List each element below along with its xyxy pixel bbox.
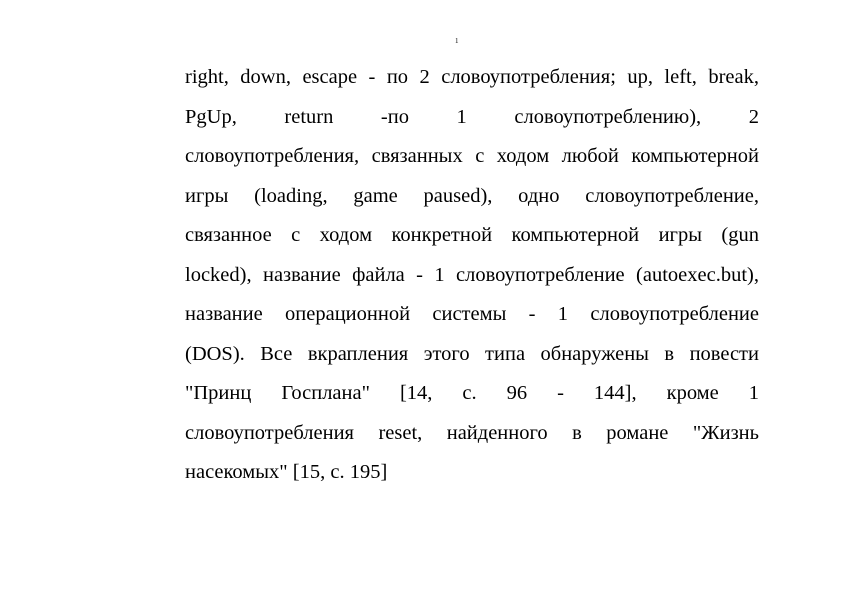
text-line-2: PgUp, return -по 1 словоупотреблению), 2	[185, 105, 759, 128]
text-line-4: игры (loading, game paused), одно словоупотребление,	[185, 184, 759, 207]
text-line-3: словоупотребления, связанных с ходом любой компьютерной	[185, 145, 759, 167]
text-line-6: locked), название файла - 1 словоупотребление (autoexec.but),	[185, 263, 759, 286]
body-text	[185, 61, 759, 496]
text-line-5: связанное с ходом конкретной компьютерной игры (gun	[185, 224, 759, 246]
text-line-9: "Принц Госплана" [14, с. 96 - 144], кроме 1	[185, 382, 759, 404]
text-line-8: (DOS). Все вкрапления этого типа обнаружены в повести	[185, 342, 759, 365]
page-number: 1	[455, 37, 459, 45]
text-line-1: right, down, escape - по 2 словоупотребления; up, left, break,	[185, 66, 759, 88]
text-line-11: насекомых" [15, с. 195]	[185, 461, 388, 483]
text-line-7: название операционной системы - 1 словоупотребление	[185, 303, 759, 325]
text-line-10: словоупотребления reset, найденного в романе "Жизнь	[185, 421, 759, 444]
